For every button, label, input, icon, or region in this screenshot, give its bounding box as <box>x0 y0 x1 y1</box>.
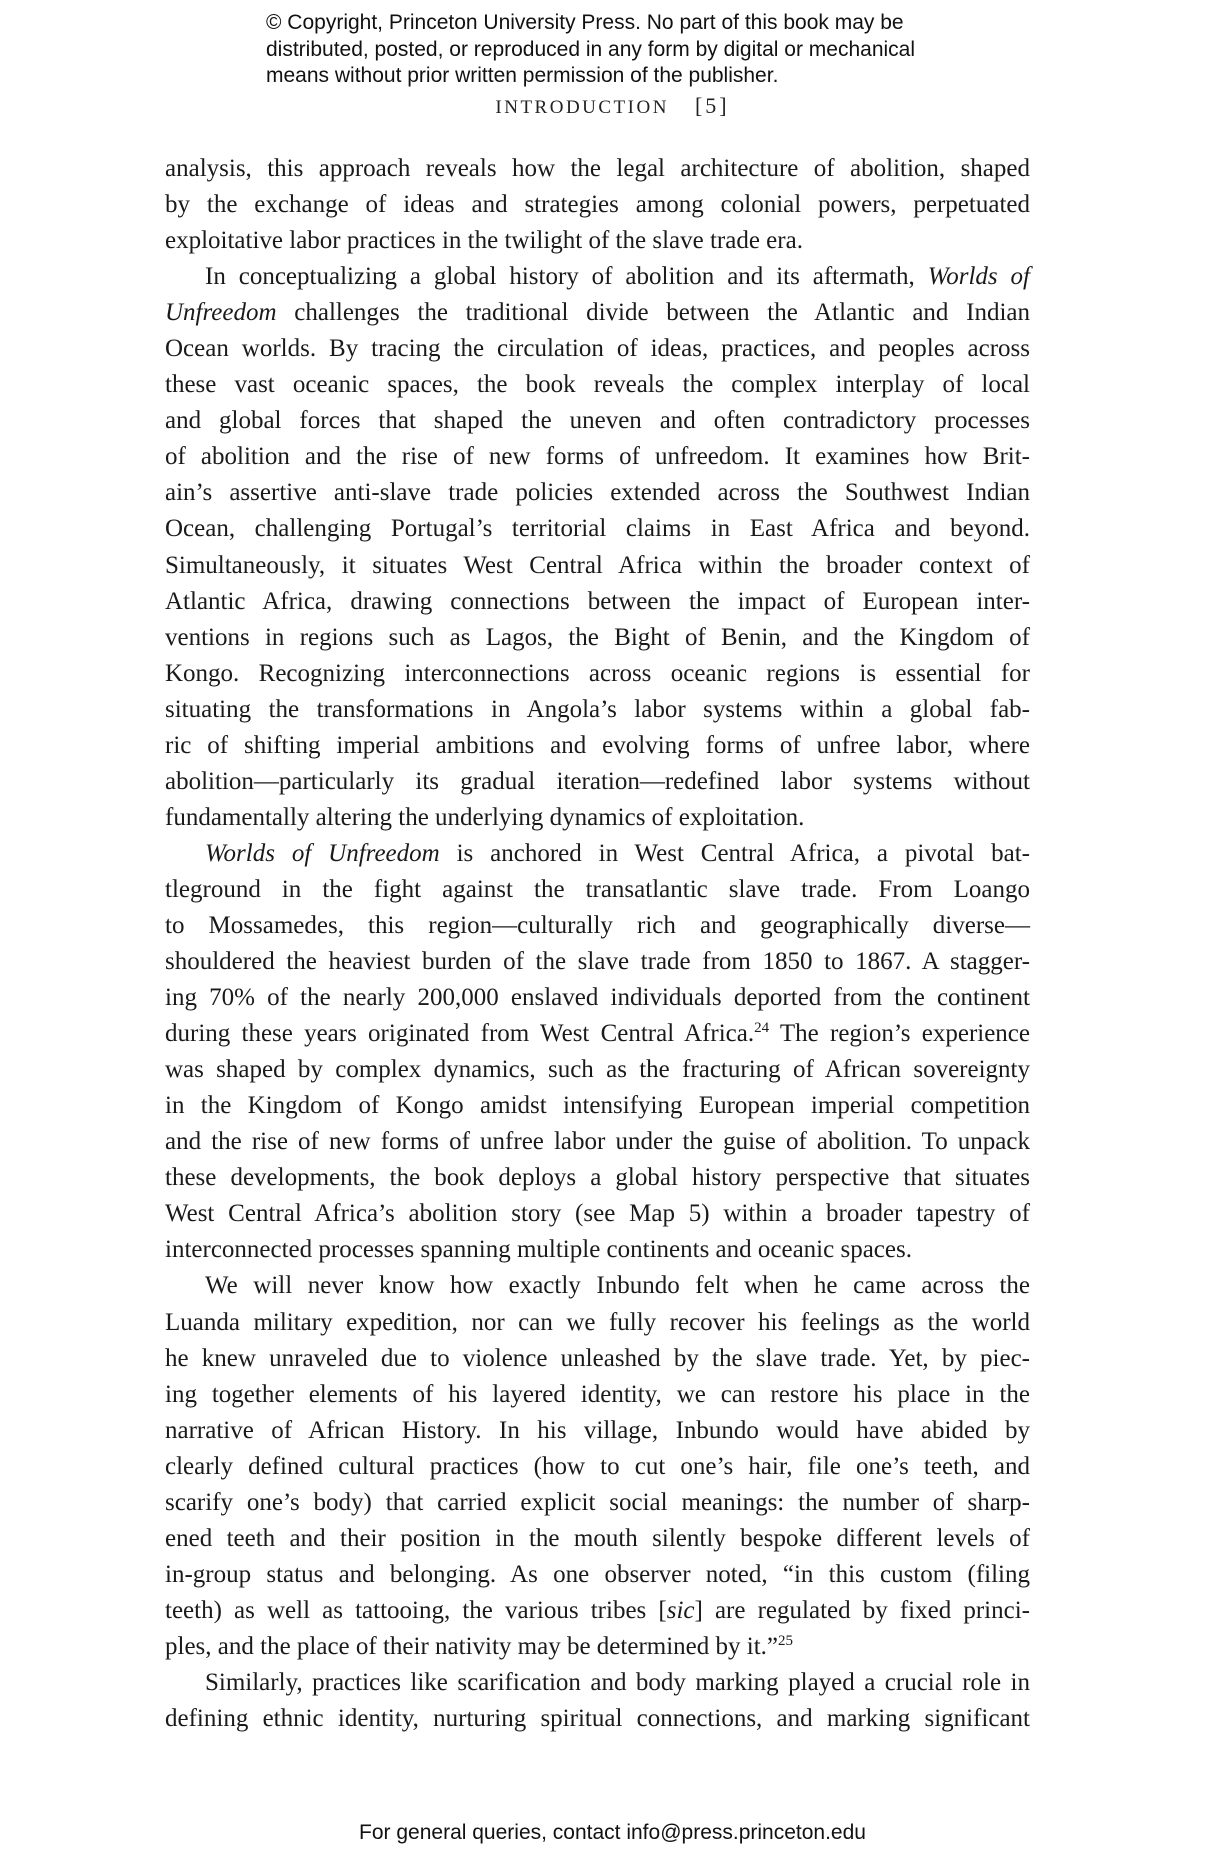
text-line: Ocean worlds. By tracing the circulation of ideas, practices, and peoples across <box>165 335 1030 363</box>
text-line: We will never know how exactly Inbundo felt when he came across the <box>205 1272 1030 1300</box>
text-run: The region’s experience <box>769 1020 1031 1048</box>
text-line: analysis, this approach reveals how the legal architecture of abolition, shaped <box>165 155 1030 182</box>
book-title-italic: Unfreedom <box>165 299 277 327</box>
text-line: exploitative labor practices in the twilight of the slave trade era. <box>165 227 803 255</box>
copyright-line: © Copyright, Princeton University Press. No part of this book may be <box>266 11 904 34</box>
text-line: narrative of African History. In his village, Inbundo would have abided by <box>165 1416 1030 1444</box>
footer-contact: For general queries, contact info@press.princeton.edu <box>359 1821 866 1844</box>
text-line: Kongo. Recognizing interconnections across oceanic regions is essential for <box>165 659 1030 687</box>
sic-italic: sic <box>666 1596 695 1624</box>
text-line: and the rise of new forms of unfree labor under the guise of abolition. To unpack <box>165 1128 1030 1156</box>
text-line: these vast oceanic spaces, the book reveals the complex interplay of local <box>165 371 1030 399</box>
text-line <box>165 259 1030 295</box>
text-line: he knew unraveled due to violence unleashed by the slave trade. Yet, by piec- <box>165 1344 1030 1372</box>
text-line: these developments, the book deploys a global history perspective that situates <box>165 1164 1030 1192</box>
running-head-section: INTRODUCTION <box>495 97 669 118</box>
text-run: during these years originated from West Central Africa. <box>165 1020 755 1048</box>
text-line: Luanda military expedition, nor can we fully recover his feelings as the world <box>165 1308 1030 1336</box>
copyright-notice <box>266 10 1026 90</box>
text-line: abolition—particularly its gradual iteration—redefined labor systems without <box>165 767 1030 795</box>
text-run: ples, and the place of their nativity may be determined by it.” <box>165 1632 778 1660</box>
text-line: in-group status and belonging. As one observer noted, “in this custom (filing <box>165 1560 1030 1588</box>
text-line: tleground in the fight against the transatlantic slave trade. From Loango <box>165 875 1030 903</box>
page-number: [5] <box>694 93 730 118</box>
copyright-line: distributed, posted, or reproduced in any form by digital or mechanical <box>266 37 916 61</box>
text-line: defining ethnic identity, nurturing spiritual connections, and marking significant <box>165 1705 1030 1733</box>
book-title-italic: Worlds of <box>927 263 1030 291</box>
text-line: ened teeth and their position in the mouth silently bespoke different levels of <box>165 1524 1030 1552</box>
text-line: of abolition and the rise of new forms of unfreedom. It examines how Brit- <box>165 443 1030 471</box>
text-line: situating the transformations in Angola’s labor systems within a global fab- <box>165 695 1030 723</box>
text-run: teeth) as well as tattooing, the various tribes [ <box>165 1596 667 1624</box>
book-title-italic: Worlds of Unfreedom <box>205 839 440 867</box>
text-line: scarify one’s body) that carried explicit social meanings: the number of sharp- <box>165 1488 1030 1516</box>
text-run: ] are regulated by fixed princi- <box>694 1596 1030 1624</box>
text-line <box>165 1016 1030 1052</box>
text-line: Ocean, challenging Portugal’s territorial claims in East Africa and beyond. <box>165 515 1030 543</box>
text-line: in the Kingdom of Kongo amidst intensifying European imperial competition <box>165 1092 1030 1120</box>
running-head <box>0 93 1225 119</box>
text-line: by the exchange of ideas and strategies among colonial powers, perpetuated <box>165 191 1030 219</box>
text-line <box>165 1629 1030 1665</box>
text-line: fundamentally altering the underlying dynamics of exploitation. <box>165 803 805 831</box>
text-line <box>165 1593 1030 1629</box>
text-line: interconnected processes spanning multiple continents and oceanic spaces. <box>165 1236 912 1264</box>
text-line: clearly defined cultural practices (how to cut one’s hair, file one’s teeth, and <box>165 1452 1030 1480</box>
text-line <box>165 295 1030 331</box>
text-line: Simultaneously, it situates West Central Africa within the broader context of <box>165 551 1030 579</box>
footnote-ref[interactable]: 25 <box>778 1632 793 1649</box>
text-line: ventions in regions such as Lagos, the Bight of Benin, and the Kingdom of <box>165 623 1030 651</box>
text-line: ric of shifting imperial ambitions and evolving forms of unfree labor, where <box>165 731 1030 759</box>
text-line: Similarly, practices like scarification and body marking played a crucial role in <box>205 1668 1030 1696</box>
text-line: to Mossamedes, this region—culturally rich and geographically diverse— <box>165 911 1030 939</box>
text-line: shouldered the heaviest burden of the slave trade from 1850 to 1867. A stagger- <box>165 948 1030 976</box>
footnote-ref[interactable]: 24 <box>754 1020 770 1037</box>
text-line: ing 70% of the nearly 200,000 enslaved individuals deported from the continent <box>165 984 1030 1012</box>
text-line: ing together elements of his layered identity, we can restore his place in the <box>165 1380 1030 1408</box>
text-line: West Central Africa’s abolition story (see Map 5) within a broader tapestry of <box>165 1200 1030 1228</box>
text-line: was shaped by complex dynamics, such as the fracturing of African sovereignty <box>165 1056 1030 1084</box>
text-run: In conceptualizing a global history of abolition and its aftermath, <box>205 263 928 291</box>
text-line: and global forces that shaped the uneven and often contradictory processes <box>165 407 1030 435</box>
text-line: ain’s assertive anti-slave trade policies extended across the Southwest Indian <box>165 479 1030 507</box>
text-line <box>165 836 1030 872</box>
copyright-line: means without prior written permission of the publisher. <box>266 64 779 87</box>
text-run: is anchored in West Central Africa, a pivotal bat- <box>439 839 1030 867</box>
text-run: challenges the traditional divide between the Atlantic and Indian <box>276 299 1030 327</box>
body-text <box>165 151 1030 1737</box>
text-line: Atlantic Africa, drawing connections between the impact of European inter- <box>165 587 1030 615</box>
